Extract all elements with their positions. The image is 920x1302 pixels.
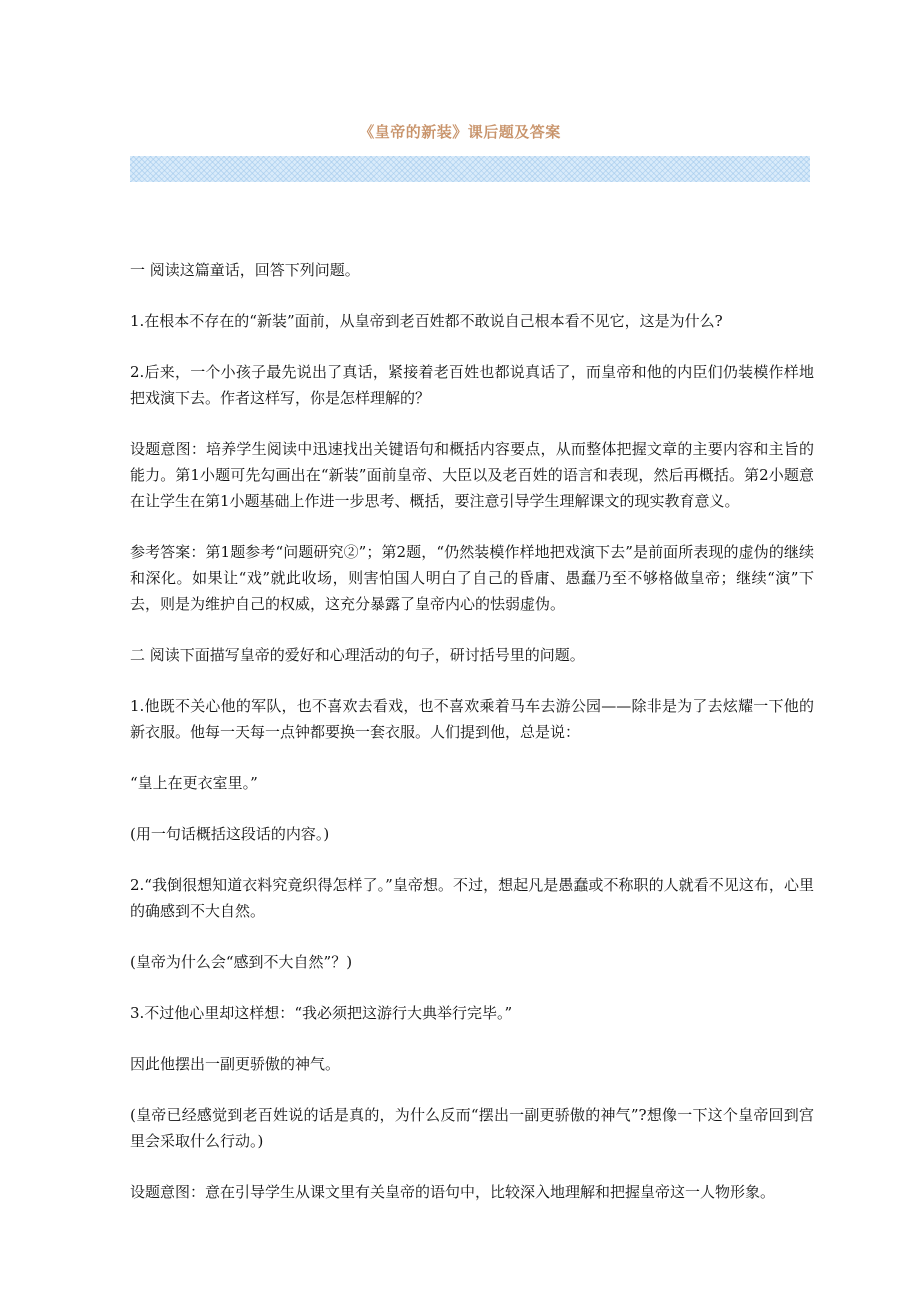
sentence-3-continued: 因此他摆出一副更骄傲的神气。 [130,1055,341,1073]
document-body [130,257,814,1230]
quote-dressing-room: “皇上在更衣室里。” [130,774,258,792]
prompt-3: (皇帝已经感觉到老百姓说的话是真的，为什么反而“摆出一副更骄傲的神气”?想像一下这个皇帝回到宫里会采取什么行动。) [130,1106,814,1150]
design-intent-2: 设题意图：意在引导学生从课文里有关皇帝的语句中，比较深入地理解和把握皇帝这一人物形象。 [130,1183,776,1201]
prompt-1: (用一句话概括这段话的内容。) [130,825,330,843]
section-one-heading: 一 阅读这篇童话，回答下列问题。 [130,261,360,279]
title-divider-band [130,156,810,182]
question-2: 2.后来，一个小孩子最先说出了真话，紧接着老百姓也都说真话了，而皇帝和他的内臣们仍装模作样地把戏演下去。作者这样写，你是怎样理解的？ [130,363,814,407]
sentence-3: 3.不过他心里却这样想：“我必须把这游行大典举行完毕。” [130,1004,513,1022]
prompt-2: (皇帝为什么会“感到不大自然”？) [130,953,353,971]
sentence-1: 1.他既不关心他的军队，也不喜欢去看戏，也不喜欢乘着马车去游公园——除非是为了去炫耀一下他的新衣服。他每一天每一点钟都要换一套衣服。人们提到他，总是说： [130,697,814,741]
reference-answer: 参考答案：第1题参考“问题研究②”；第2题，“仍然装模作样地把戏演下去”是前面所表现的虚伪的继续和深化。如果让“戏”就此收场，则害怕国人明白了自己的昏庸、愚蠢乃至不够格做皇帝；继续“演”下去，则是为维护自己的权威，这充分暴露了皇帝内心的怯弱虚伪。 [130,543,814,613]
sentence-2: 2.“我倒很想知道衣料究竟织得怎样了。”皇帝想。不过，想起凡是愚蠢或不称职的人就看不见这布，心里的确感到不大自然。 [130,876,814,920]
section-two-heading: 二 阅读下面描写皇帝的爱好和心理活动的句子，研讨括号里的问题。 [130,646,585,664]
question-1: 1.在根本不存在的“新装”面前，从皇帝到老百姓都不敢说自己根本看不见它，这是为什么? [130,312,723,330]
document-title: 《皇帝的新装》课后题及答案 [359,123,561,141]
design-intent-1: 设题意图：培养学生阅读中迅速找出关键语句和概括内容要点，从而整体把握文章的主要内容和主旨的能力。第1小题可先勾画出在“新装”面前皇帝、大臣以及老百姓的语言和表现，然后再概括。第2小题意在让学生在第1小题基础上作进一步思考、概括，要注意引导学生理解课文的现实教育意义。 [130,440,814,510]
